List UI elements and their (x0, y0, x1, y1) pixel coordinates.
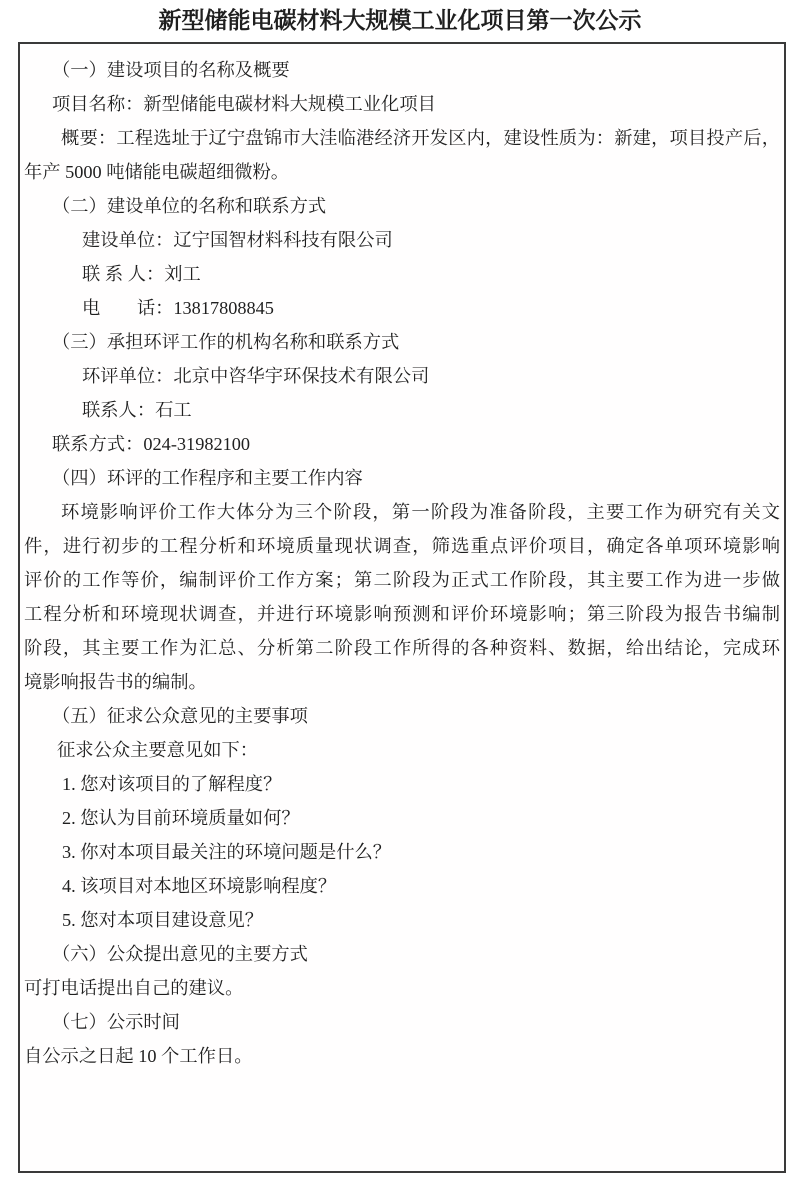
text-line: 环评单位：北京中咨华宇环保技术有限公司 (82, 366, 430, 386)
text-line: （三）承担环评工作的机构名称和联系方式 (52, 332, 400, 352)
text-line: 2. 您认为目前环境质量如何？ (62, 808, 300, 828)
text-line: （二）建设单位的名称和联系方式 (52, 196, 327, 216)
text-line: （五）征求公众意见的主要事项 (52, 706, 308, 726)
text-line: 工程分析和环境现状调查，并进行环境影响预测和评价环境影响；第三阶段为报告书编制 (24, 604, 780, 624)
document-border-box (18, 42, 786, 1173)
text-line: 电 话：13817808845 (82, 298, 274, 318)
text-line: 概要：工程选址于辽宁盘锦市大洼临港经济开发区内，建设性质为：新建，项目投产后， (61, 128, 780, 148)
text-line: （四）环评的工作程序和主要工作内容 (52, 468, 363, 488)
text-line: （一）建设项目的名称及概要 (52, 60, 290, 80)
text-line: 境影响报告书的编制。 (24, 672, 207, 692)
text-line: 联 系 人：刘工 (82, 264, 201, 284)
text-line: 3. 你对本项目最关注的环境问题是什么？ (62, 842, 392, 862)
text-line: 自公示之日起 10 个工作日。 (24, 1046, 253, 1066)
text-line: 评价的工作等价，编制评价工作方案；第二阶段为正式工作阶段，其主要工作为进一步做 (24, 570, 780, 590)
text-line: 项目名称：新型储能电碳材料大规模工业化项目 (52, 94, 436, 114)
document-body (24, 53, 780, 1073)
text-line: 件，进行初步的工程分析和环境质量现状调查，筛选重点评价项目，确定各单项环境影响 (24, 536, 780, 556)
text-line: 可打电话提出自己的建议。 (24, 978, 244, 998)
text-line: 4. 该项目对本地区环境影响程度？ (62, 876, 337, 896)
text-line: （六）公众提出意见的主要方式 (52, 944, 308, 964)
text-line: 5. 您对本项目建设意见？ (62, 910, 264, 930)
text-line: 阶段，其主要工作为汇总、分析第二阶段工作所得的各种资料、数据，给出结论，完成环 (24, 638, 780, 658)
text-line: 联系人：石工 (82, 400, 192, 420)
text-line: 1. 您对该项目的了解程度？ (62, 774, 282, 794)
text-line: 联系方式：024-31982100 (52, 434, 251, 454)
text-line: （七）公示时间 (52, 1012, 180, 1032)
text-line: 建设单位：辽宁国智材料科技有限公司 (82, 230, 393, 250)
page-title: 新型储能电碳材料大规模工业化项目第一次公示 (158, 8, 642, 33)
text-line: 征求公众主要意见如下： (57, 740, 259, 760)
text-line: 环境影响评价工作大体分为三个阶段，第一阶段为准备阶段，主要工作为研究有关文 (61, 502, 780, 522)
text-line: 年产 5000 吨储能电碳超细微粉。 (24, 162, 290, 182)
